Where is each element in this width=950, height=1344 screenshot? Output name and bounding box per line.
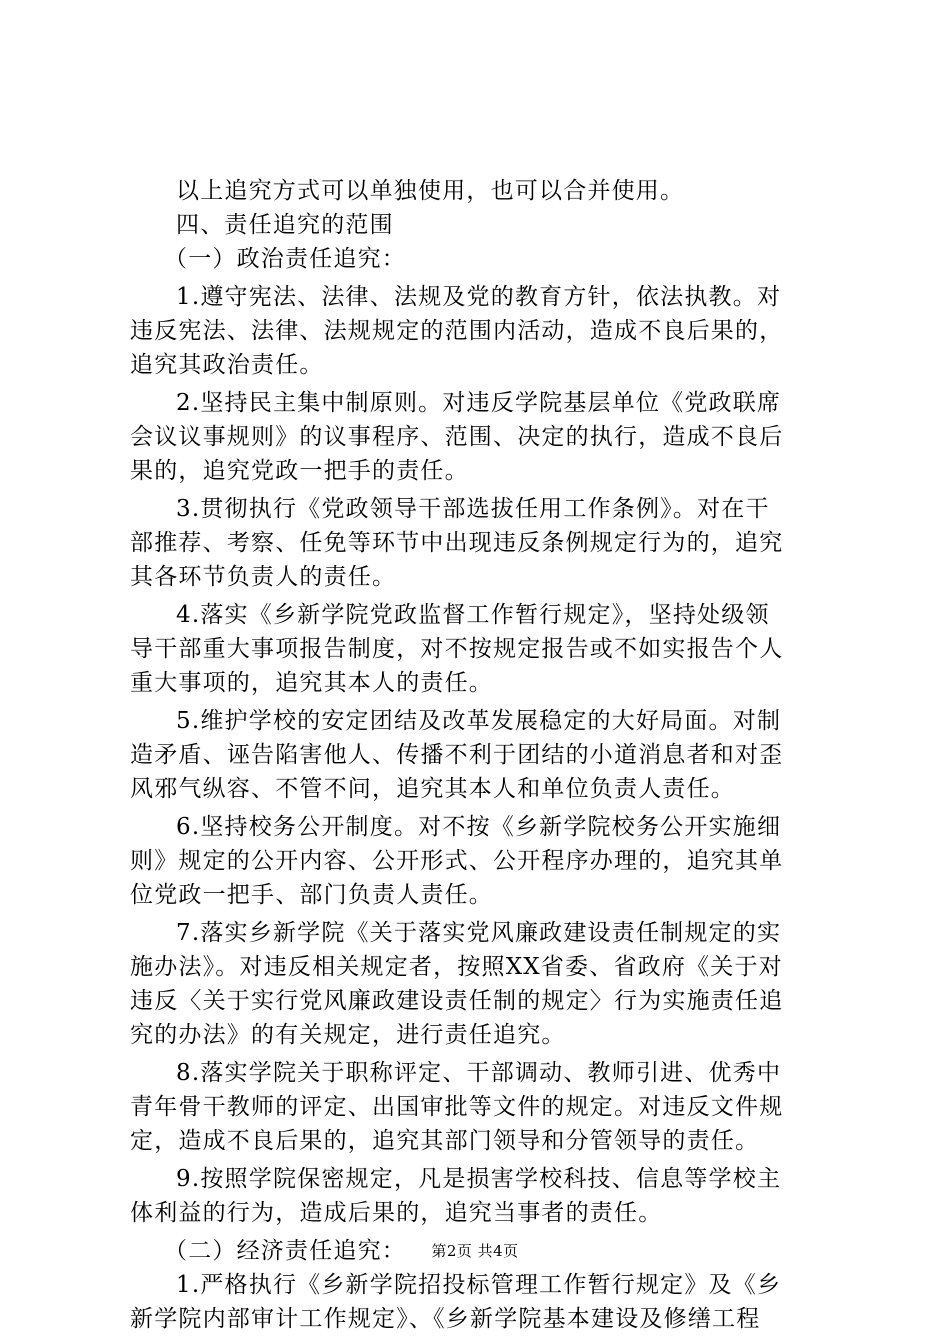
page-number-footer: 第2页 共4页	[431, 1242, 519, 1260]
text-line: 违反〈关于实行党风廉政建设责任制的规定〉行为实施责任追	[130, 988, 784, 1014]
text-line: 体利益的行为，造成后果的，追究当事者的责任。	[130, 1200, 663, 1226]
text-line: 究的办法》的有关规定，进行责任追究。	[130, 1022, 566, 1048]
text-line: 造矛盾、诬告陷害他人、传播不利于团结的小道消息者和对歪	[130, 742, 784, 768]
document-body	[130, 174, 830, 1336]
text-line: 部推荐、考察、任免等环节中出现违反条例规定行为的，追究	[130, 530, 784, 556]
text-line: 9.按照学院保密规定，凡是损害学校科技、信息等学校主	[176, 1166, 782, 1192]
text-line: 青年骨干教师的评定、出国审批等文件的规定。对违反文件规	[130, 1094, 784, 1120]
text-line: 定，造成不良后果的，追究其部门领导和分管领导的责任。	[130, 1128, 760, 1154]
section-heading: 四、责任追究的范围	[176, 212, 394, 238]
text-line: 导干部重大事项报告制度，对不按规定报告或不如实报告个人	[130, 636, 784, 662]
text-line: 1.严格执行《乡新学院招投标管理工作暂行规定》及《乡	[176, 1272, 782, 1298]
text-line: 追究其政治责任。	[130, 352, 324, 378]
subsection-heading: （一）政治责任追究：	[164, 246, 406, 272]
subsection-heading: （二）经济责任追究：	[164, 1238, 406, 1264]
text-line: 重大事项的，追究其本人的责任。	[130, 670, 493, 696]
text-line: 会议议事规则》的议事程序、范围、决定的执行，造成不良后	[130, 424, 784, 450]
text-line: 3.贯彻执行《党政领导干部选拔任用工作条例》。对在干	[176, 496, 770, 522]
text-line: 果的，追究党政一把手的责任。	[130, 458, 469, 484]
text-line: 位党政一把手、部门负责人责任。	[130, 882, 493, 908]
text-line: 5.维护学校的安定团结及改革发展稳定的大好局面。对制	[176, 708, 782, 734]
text-line: 8.落实学院关于职称评定、干部调动、教师引进、优秀中	[176, 1060, 782, 1086]
text-line: 新学院内部审计工作规定》、《乡新学院基本建设及修缮工程	[130, 1306, 761, 1332]
text-line: 2.坚持民主集中制原则。对违反学院基层单位《党政联席	[176, 390, 782, 416]
text-line: 违反宪法、法律、法规规定的范围内活动，造成不良后果的，	[130, 318, 784, 344]
text-line: 4.落实《乡新学院党政监督工作暂行规定》，坚持处级领	[176, 602, 770, 628]
text-line: 其各环节负责人的责任。	[130, 564, 397, 590]
text-line: 施办法》。对违反相关规定者，按照XX省委、省政府《关于对	[130, 954, 783, 980]
text-line: 7.落实乡新学院《关于落实党风廉政建设责任制规定的实	[176, 920, 782, 946]
text-line: 风邪气纵容、不管不问，追究其本人和单位负责人责任。	[130, 776, 735, 802]
text-line: 以上追究方式可以单独使用，也可以合并使用。	[176, 178, 685, 204]
text-line: 则》规定的公开内容、公开形式、公开程序办理的，追究其单	[130, 848, 784, 874]
text-line: 6.坚持校务公开制度。对不按《乡新学院校务公开实施细	[176, 814, 782, 840]
text-line: 1.遵守宪法、法律、法规及党的教育方针，依法执教。对	[176, 284, 782, 310]
